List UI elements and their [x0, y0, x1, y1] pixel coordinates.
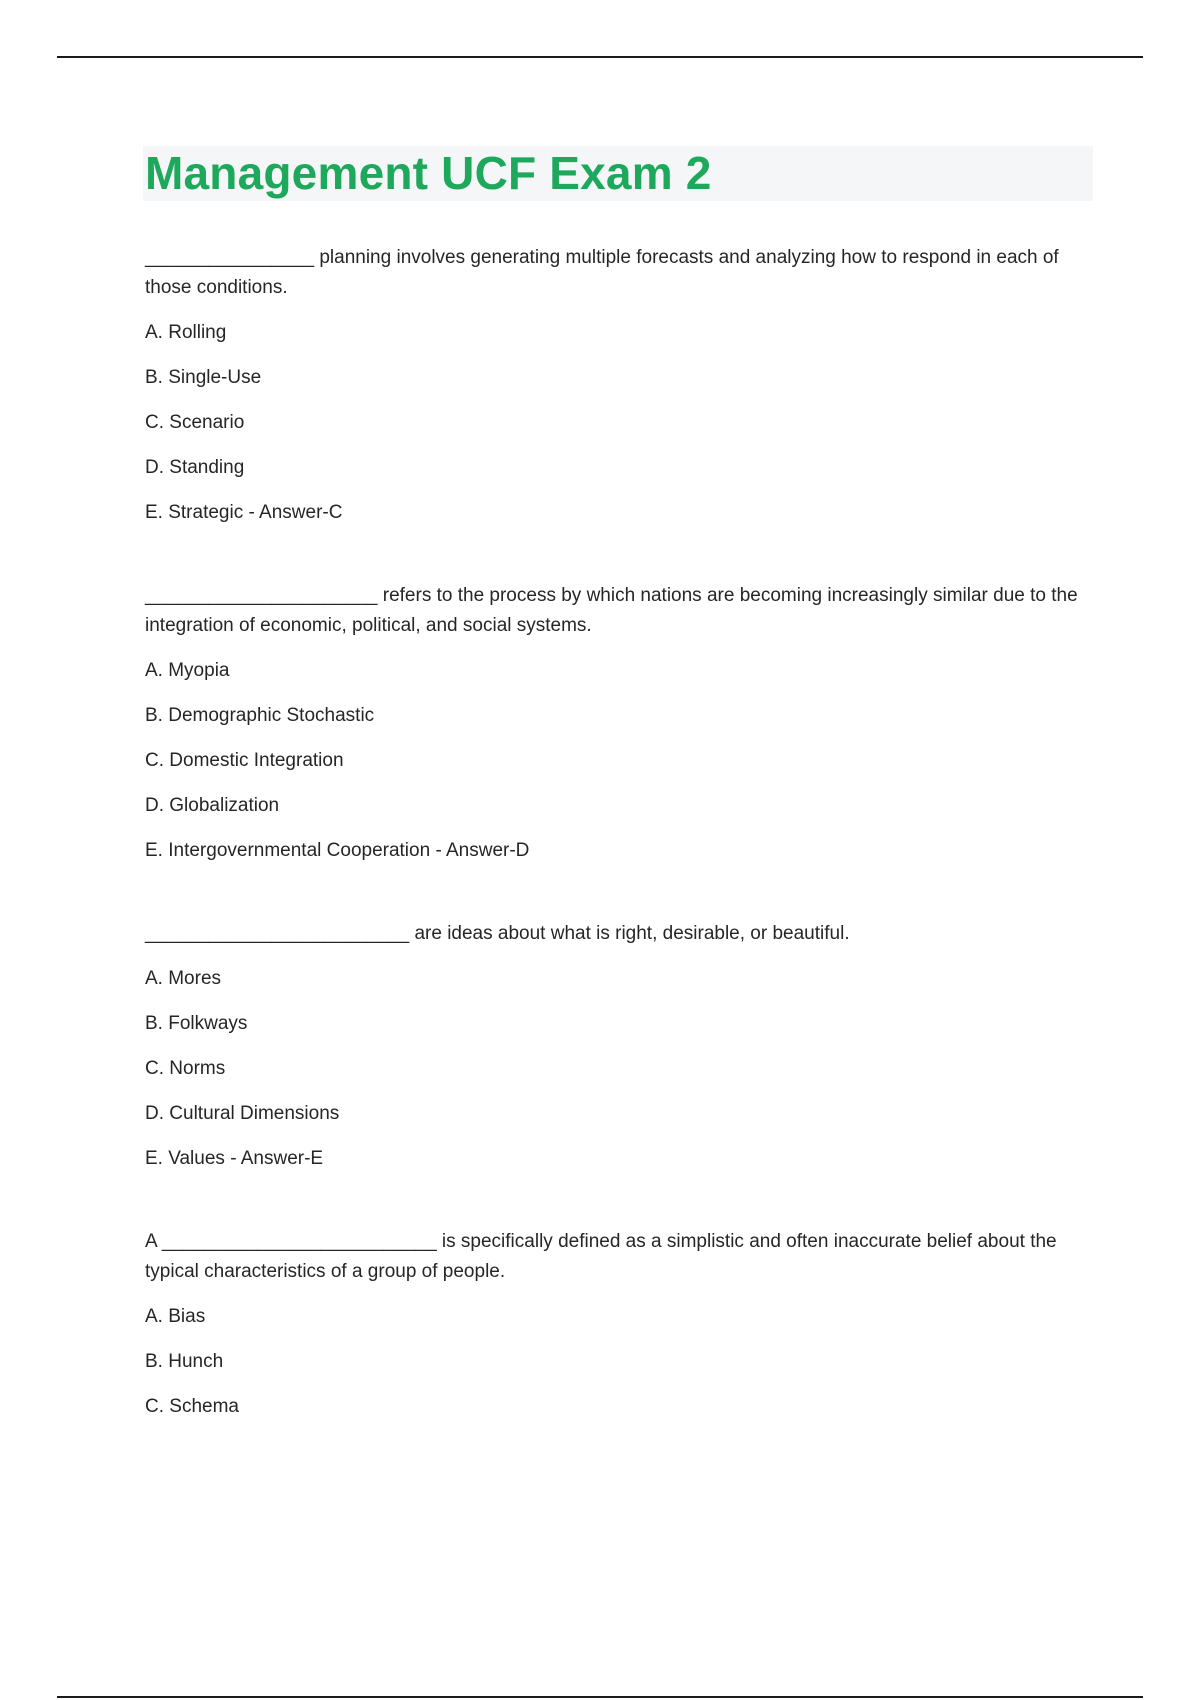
answer-option: E. Intergovernmental Cooperation - Answer-D	[145, 840, 530, 861]
answer-option: D. Cultural Dimensions	[145, 1103, 340, 1124]
title-band	[143, 146, 1093, 201]
answer-option: C. Scenario	[145, 412, 245, 433]
bottom-rule	[57, 1696, 1143, 1698]
answer-option: D. Globalization	[145, 795, 280, 816]
answer-option: A. Rolling	[145, 322, 227, 343]
question-3	[145, 919, 1095, 1174]
answer-option: A. Mores	[145, 968, 222, 989]
answer-option: E. Strategic - Answer-C	[145, 502, 343, 523]
answer-option: C. Norms	[145, 1058, 226, 1079]
question-stem: ________________ planning involves generating multiple forecasts and analyzing how to respond in each of those conditions.	[145, 247, 1059, 298]
question-1	[145, 243, 1095, 528]
answer-option: B. Hunch	[145, 1351, 224, 1372]
answer-option: E. Values - Answer-E	[145, 1148, 324, 1169]
question-2	[145, 581, 1095, 866]
question-stem: A __________________________ is specifically defined as a simplistic and often inaccurate belief about the typical characteristics of a group of people.	[145, 1231, 1057, 1282]
answer-option: A. Myopia	[145, 660, 230, 681]
document-body	[145, 146, 1095, 1422]
answer-option: B. Demographic Stochastic	[145, 705, 375, 726]
question-4	[145, 1227, 1095, 1422]
answer-option: B. Folkways	[145, 1013, 248, 1034]
answer-option: C. Domestic Integration	[145, 750, 344, 771]
answer-option: C. Schema	[145, 1396, 239, 1417]
answer-option: B. Single-Use	[145, 367, 262, 388]
answer-option: A. Bias	[145, 1306, 206, 1327]
top-rule	[57, 56, 1143, 58]
question-stem: ______________________ refers to the process by which nations are becoming increasingly similar due to the integration of economic, political, and social systems.	[145, 585, 1078, 636]
question-stem: _________________________ are ideas about what is right, desirable, or beautiful.	[145, 923, 850, 944]
answer-option: D. Standing	[145, 457, 245, 478]
page-title: Management UCF Exam 2	[145, 147, 712, 199]
